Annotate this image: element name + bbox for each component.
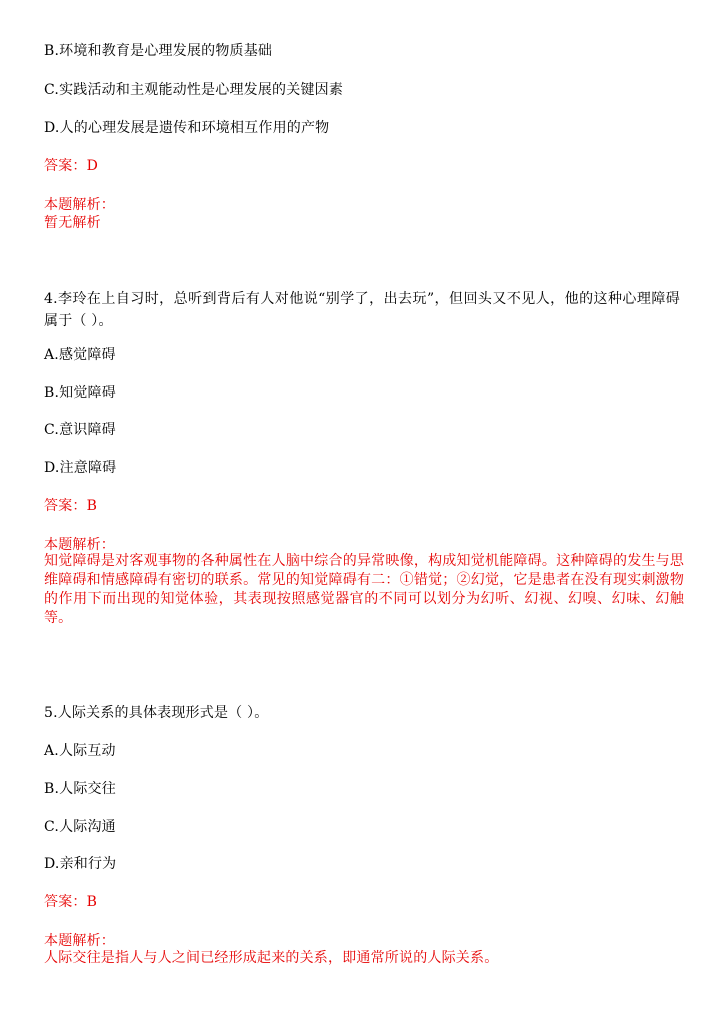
q5-option-a: A.人际互动 [44,743,116,759]
q4-question: 4.李玲在上自习时，总听到背后有人对他说“别学了，出去玩”，但回头又不见人，他的这种心理障碍属于（ ）。 [44,291,680,329]
q5-option-c: C.人际沟通 [44,819,116,835]
q3-option-b: B.环境和教育是心理发展的物质基础 [44,43,273,59]
q4-analysis-label: 本题解析： [44,537,115,553]
q3-analysis-text: 暂无解析 [44,215,101,231]
q4-option-d: D.注意障碍 [44,460,117,476]
q3-option-c: C.实践活动和主观能动性是心理发展的关键因素 [44,82,344,98]
q5-option-b: B.人际交往 [44,781,116,797]
q4-option-c: C.意识障碍 [44,422,116,438]
q5-analysis-label: 本题解析： [44,933,115,949]
q5-analysis-text: 人际交往是指人与人之间已经形成起来的关系，即通常所说的人际关系。 [44,950,499,966]
q5-answer: 答案：B [44,894,98,910]
q4-analysis-text: 知觉障碍是对客观事物的各种属性在人脑中综合的异常映像，构成知觉机能障碍。这种障碍的发生与思维障碍和情感障碍有密切的联系。常见的知觉障碍有二：①错觉；②幻觉，它是患者在没有现实刺激物的作用下而出现的知觉体验，其表现按照感觉器官的不同可以划分为幻听、幻视、幻嗅、幻味、幻触等。 [44,553,684,626]
q5-question: 5.人际关系的具体表现形式是（ ）。 [44,705,269,721]
q4-answer: 答案：B [44,498,98,514]
q4-option-b: B.知觉障碍 [44,385,116,401]
q5-option-d: D.亲和行为 [44,856,117,872]
q3-answer: 答案：D [44,158,99,174]
q4-option-a: A.感觉障碍 [44,347,116,363]
q3-analysis-label: 本题解析： [44,197,115,213]
q3-option-d: D.人的心理发展是遗传和环境相互作用的产物 [44,120,330,136]
